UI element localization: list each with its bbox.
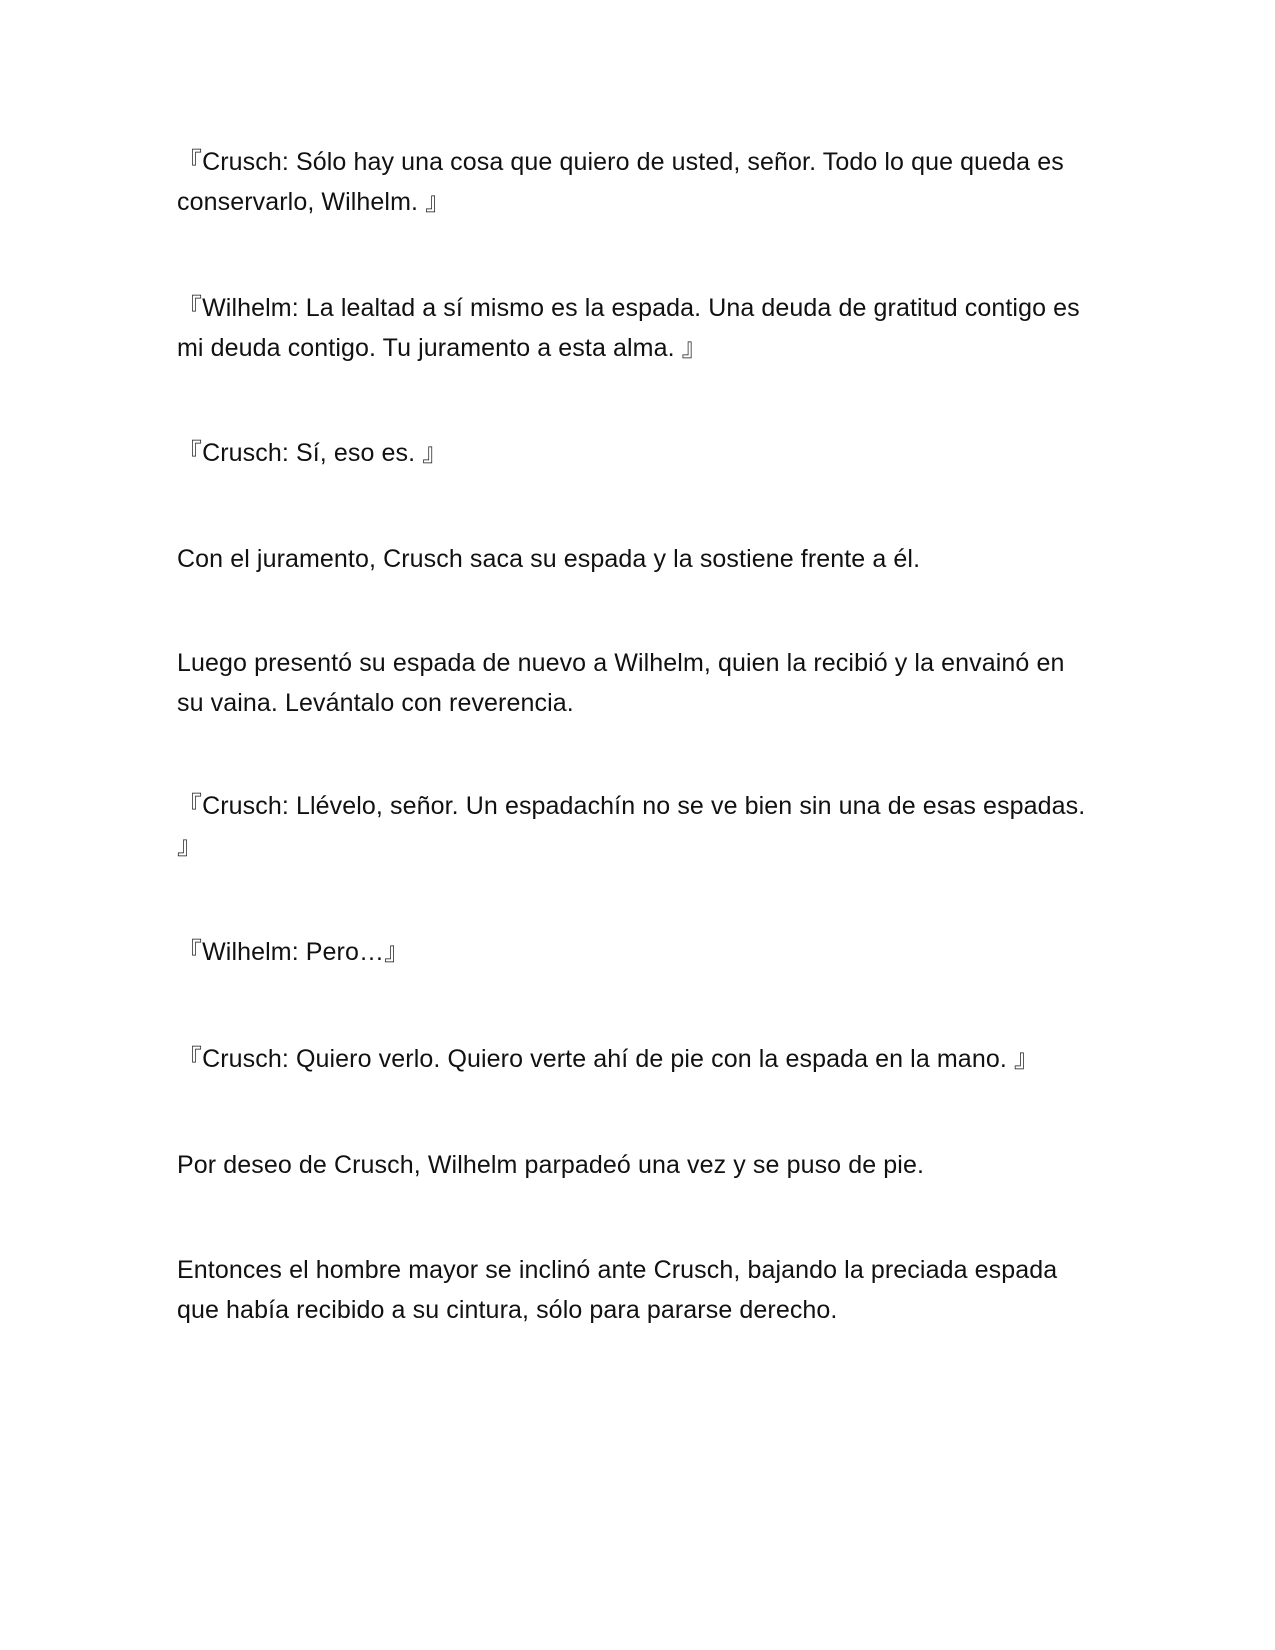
paragraph-narration-3: Por deseo de Crusch, Wilhelm parpadeó una vez y se puso de pie. [177,1151,924,1179]
paragraph-dialogue-crusch-2: 『Crusch: Sí, eso es. 』 [177,439,448,467]
paragraph-narration-2: Luego presentó su espada de nuevo a Wilhelm, quien la recibió y la envainó en su vaina. Levántalo con reverencia. [177,649,1065,717]
paragraph-dialogue-crusch-4: 『Crusch: Quiero verlo. Quiero verte ahí de pie con la espada en la mano. 』 [177,1045,1040,1073]
paragraph-dialogue-crusch-3: 『Crusch: Llévelo, señor. Un espadachín no se ve bien sin una de esas espadas. 』 [177,792,1086,860]
paragraph-dialogue-wilhelm-2: 『Wilhelm: Pero…』 [177,938,410,966]
paragraph-narration-1: Con el juramento, Crusch saca su espada y la sostiene frente a él. [177,545,921,573]
paragraph-dialogue-wilhelm-1: 『Wilhelm: La lealtad a sí mismo es la espada. Una deuda de gratitud contigo es mi deuda contigo. Tu juramento a esta alma. 』 [177,294,1080,362]
paragraph-dialogue-crusch-1: 『Crusch: Sólo hay una cosa que quiero de usted, señor. Todo lo que queda es conservarlo, Wilhelm. 』 [177,148,1064,216]
paragraph-narration-4: Entonces el hombre mayor se inclinó ante Crusch, bajando la preciada espada que había recibido a su cintura, sólo para pararse derecho. [177,1256,1058,1324]
